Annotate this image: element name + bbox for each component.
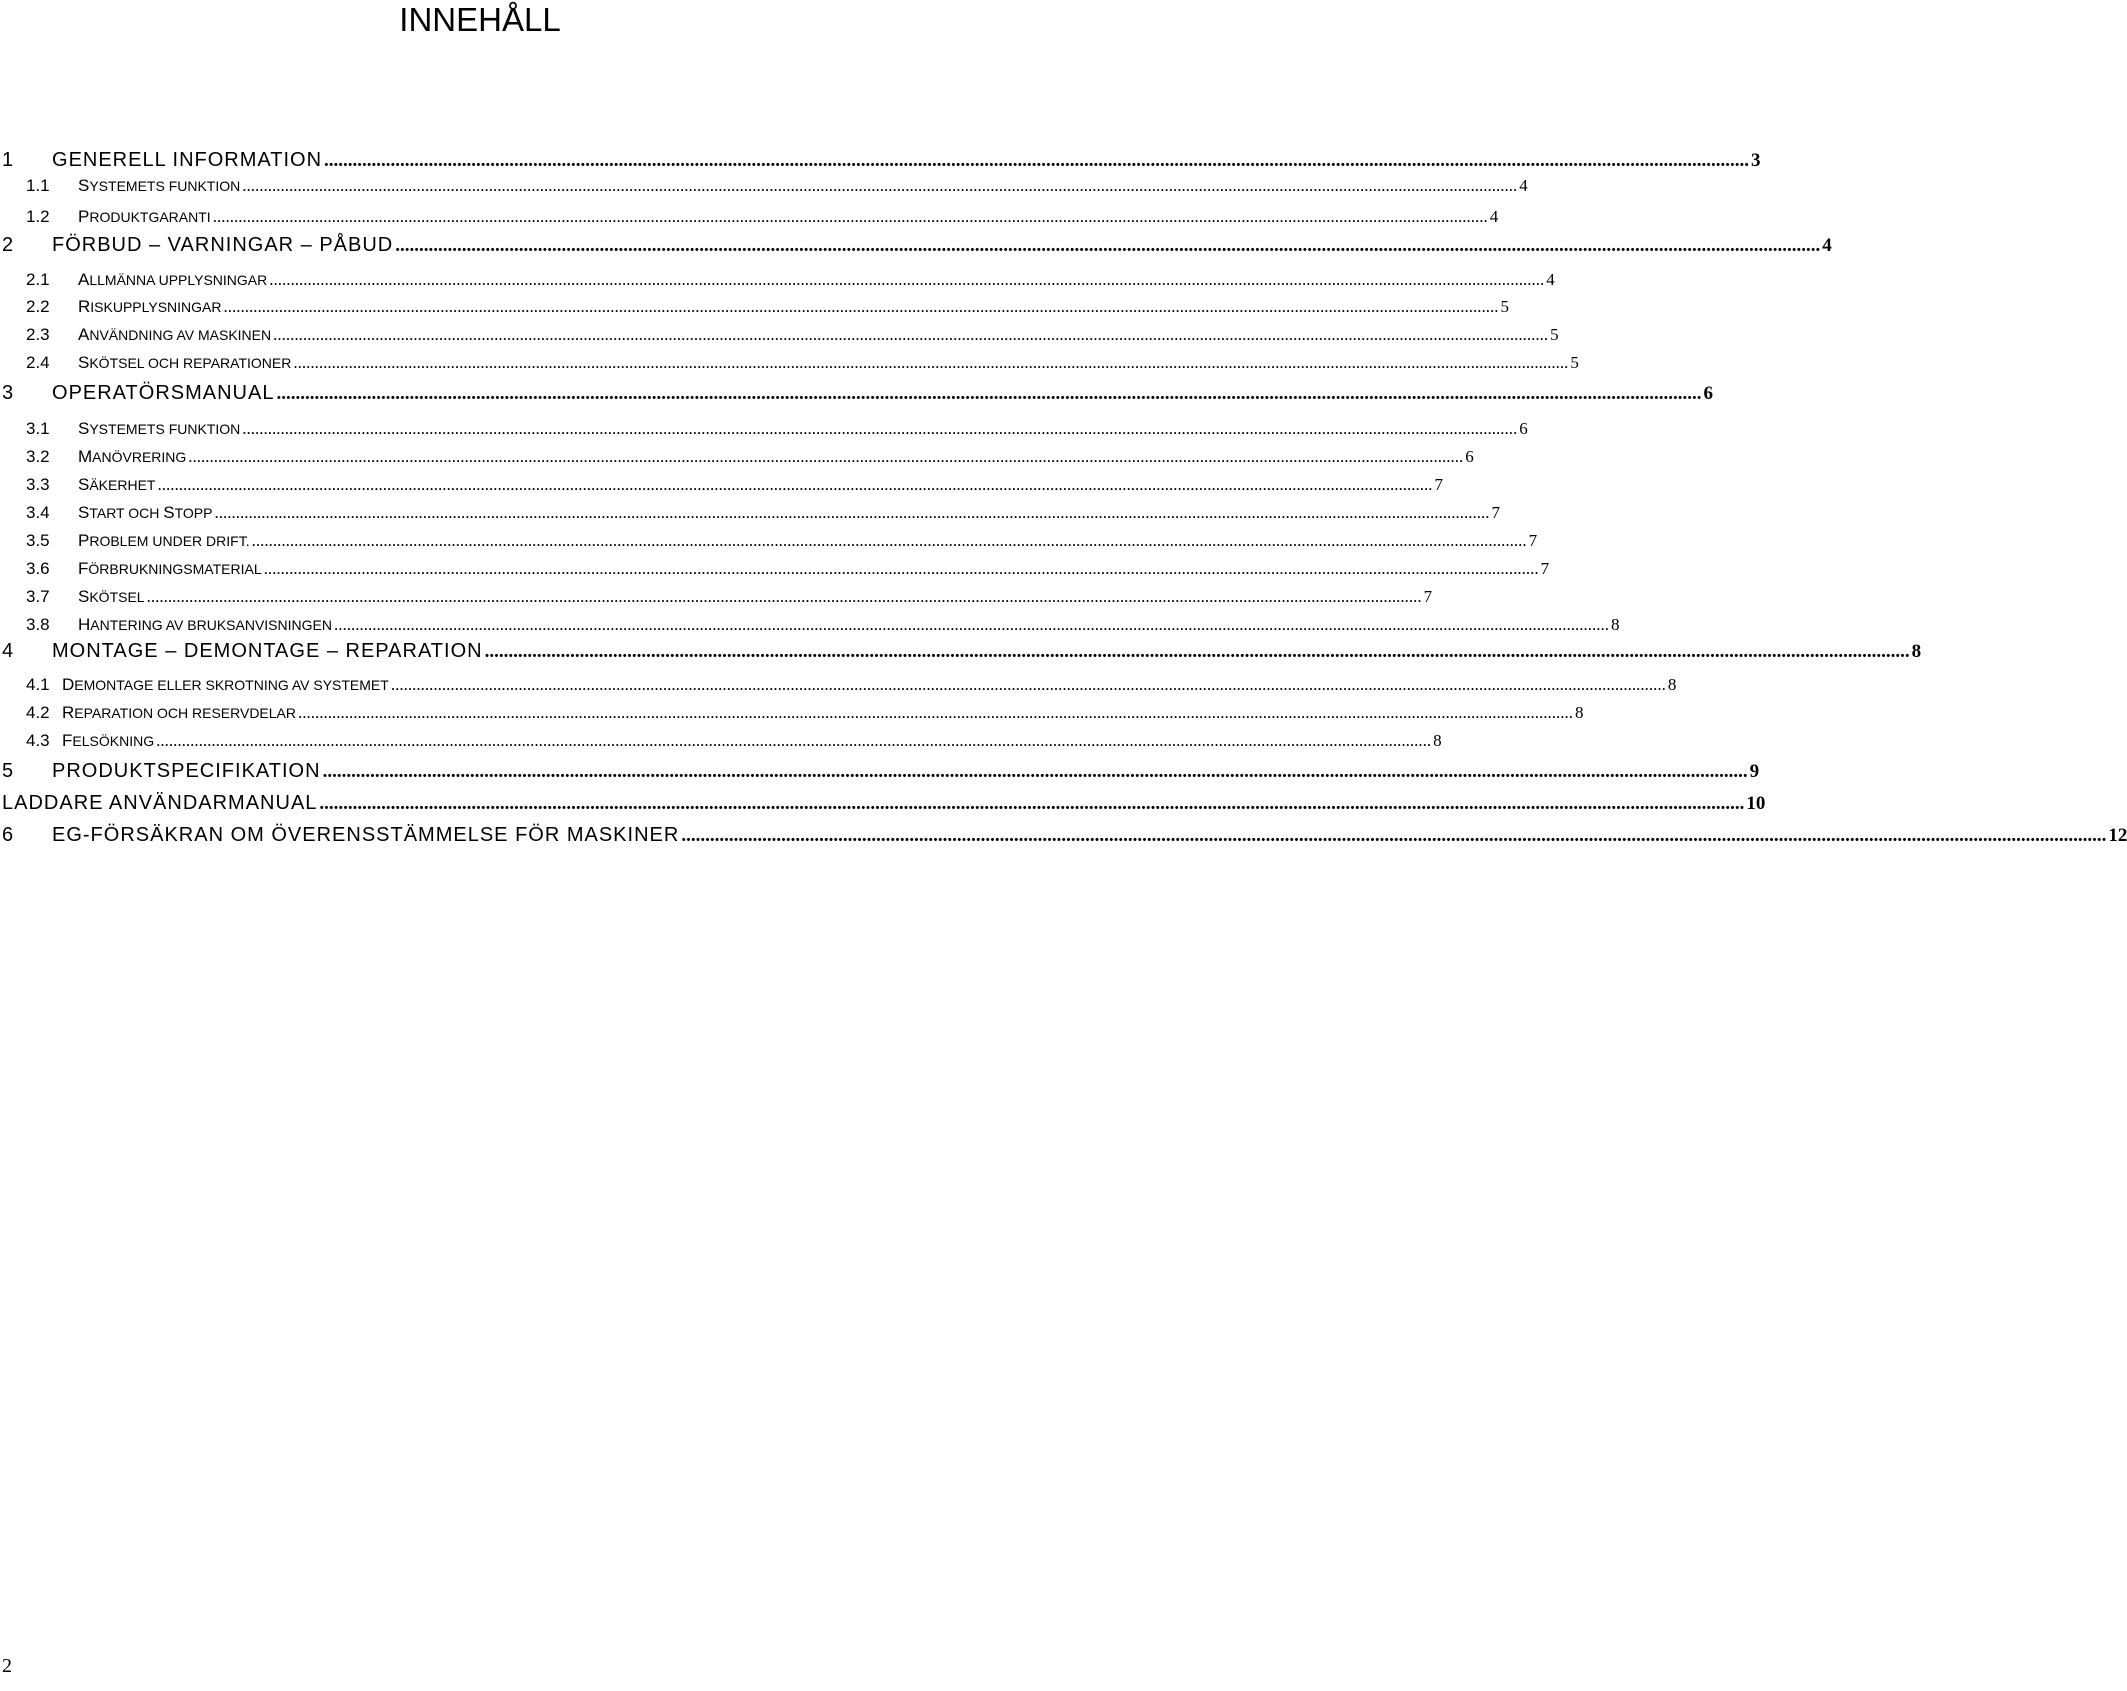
toc-entry-label: SKÖTSEL	[78, 587, 145, 606]
toc-entry-page: 4	[1822, 235, 1832, 256]
toc-dot-leader: ............................................................................................................................................................................................................................................................................................................	[269, 270, 1545, 289]
toc-dot-leader: ............................................................................................................................................................................................................................................................................................................	[319, 793, 1745, 814]
toc-entry-label: OPERATÖRSMANUAL	[52, 382, 275, 404]
toc-dot-leader: ............................................................................................................................................................................................................................................................................................................	[214, 503, 1490, 522]
toc-entry-label: PRODUKTGARANTI	[78, 207, 211, 226]
toc-entry-label: HANTERING AV BRUKSANVISNINGEN	[78, 615, 332, 634]
toc-dot-leader: ............................................................................................................................................................................................................................................................................................................	[324, 150, 1750, 171]
toc-dot-leader: ............................................................................................................................................................................................................................................................................................................	[251, 531, 1527, 550]
toc-entry[interactable]	[0, 412, 1528, 442]
toc-entry-number: 1	[2, 149, 15, 171]
toc-dot-leader: ............................................................................................................................................................................................................................................................................................................	[263, 559, 1539, 578]
toc-entry-label: DEMONTAGE ELLER SKROTNING AV SYSTEMET	[62, 675, 389, 694]
toc-entry-page: 8	[1575, 703, 1584, 722]
toc-entry-label: SÄKERHET	[78, 475, 156, 494]
toc-dot-leader: ............................................................................................................................................................................................................................................................................................................	[484, 641, 1910, 662]
toc-entry[interactable]	[0, 468, 1443, 498]
toc-entry-number: 3.5	[26, 531, 50, 550]
toc-entry-number: 2.3	[26, 325, 50, 344]
toc-entry-page: 12	[2108, 825, 2127, 846]
toc-dot-leader: ............................................................................................................................................................................................................................................................................................................	[293, 353, 1569, 372]
toc-entry-page: 6	[1703, 383, 1713, 404]
toc-entry-page: 7	[1528, 531, 1538, 550]
toc-entry[interactable]	[0, 696, 1584, 726]
toc-entry-page: 10	[1746, 793, 1766, 814]
toc-entry-number: 3	[2, 382, 15, 404]
toc-entry[interactable]	[0, 552, 1550, 582]
toc-entry-number: 4.2	[26, 703, 50, 722]
toc-dot-leader: ............................................................................................................................................................................................................................................................................................................	[395, 235, 1821, 256]
toc-entry[interactable]	[0, 756, 1760, 786]
toc-entry-label: GENERELL INFORMATION	[52, 149, 323, 171]
toc-dot-leader: ............................................................................................................................................................................................................................................................................................................	[276, 383, 1702, 404]
toc-entry-label: FÖRBUD – VARNINGAR – PÅBUD	[52, 234, 394, 256]
toc-dot-leader: ............................................................................................................................................................................................................................................................................................................	[188, 447, 1464, 466]
toc-entry[interactable]	[0, 169, 1528, 199]
toc-entry-page: 4	[1519, 176, 1528, 195]
toc-dot-leader: ............................................................................................................................................................................................................................................................................................................	[146, 587, 1422, 606]
toc-dot-leader: ............................................................................................................................................................................................................................................................................................................	[298, 703, 1573, 722]
toc-entry[interactable]	[0, 724, 1442, 754]
toc-entry-page: 8	[1610, 615, 1620, 634]
toc-entry-number: 1.1	[26, 176, 50, 195]
toc-entry[interactable]	[0, 230, 1832, 260]
toc-entry-label: EG-FÖRSÄKRAN OM ÖVERENSSTÄMMELSE FÖR MASKINER	[52, 824, 680, 846]
toc-entry-number: 5	[2, 760, 15, 782]
toc-dot-leader: ............................................................................................................................................................................................................................................................................................................	[212, 207, 1488, 226]
toc-entry-page: 4	[1489, 207, 1499, 226]
toc-entry-label: REPARATION OCH RESERVDELAR	[62, 703, 296, 722]
toc-entry-page: 7	[1491, 503, 1500, 522]
toc-entry-label: SYSTEMETS FUNKTION	[78, 419, 241, 438]
toc-entry-page: 9	[1749, 761, 1760, 782]
toc-entry-label: PRODUKTSPECIFIKATION	[52, 760, 321, 782]
footer-page-number: 2	[2, 1655, 12, 1677]
toc-entry[interactable]	[0, 318, 1559, 348]
toc-dot-leader: ............................................................................................................................................................................................................................................................................................................	[333, 615, 1609, 634]
toc-dot-leader: ............................................................................................................................................................................................................................................................................................................	[223, 297, 1499, 316]
toc-entry-page: 7	[1540, 559, 1550, 578]
toc-entry-label: LADDARE ANVÄNDARMANUAL	[2, 792, 318, 814]
toc-entry-label: MANÖVRERING	[78, 447, 187, 466]
toc-entry-page: 5	[1550, 325, 1559, 344]
toc-entry-number: 3.1	[26, 419, 50, 438]
toc-entry-number: 2.4	[26, 353, 50, 372]
toc-dot-leader: ............................................................................................................................................................................................................................................................................................................	[242, 176, 1518, 195]
toc-entry-label: MONTAGE – DEMONTAGE – REPARATION	[52, 640, 483, 662]
toc-entry-number: 2.1	[26, 270, 50, 289]
toc-entry-label: RISKUPPLYSNINGAR	[78, 297, 222, 316]
toc-entry-number: 3.6	[26, 559, 50, 578]
toc-entry-label: SYSTEMETS FUNKTION	[78, 176, 241, 195]
toc-entry-label: ALLMÄNNA UPPLYSNINGAR	[78, 270, 268, 289]
toc-entry[interactable]	[0, 608, 1620, 638]
toc-entry[interactable]	[0, 378, 1713, 408]
toc-entry-number: 4.1	[26, 675, 50, 694]
toc-entry-page: 8	[1911, 641, 1922, 662]
toc-entry[interactable]	[0, 200, 1499, 230]
toc-dot-leader: ............................................................................................................................................................................................................................................................................................................	[681, 825, 2107, 846]
toc-entry-page: 6	[1465, 447, 1474, 466]
toc-entry-label: SKÖTSEL OCH REPARATIONER	[78, 353, 292, 372]
toc-dot-leader: ............................................................................................................................................................................................................................................................................................................	[390, 675, 1666, 694]
toc-entry-label: PROBLEM UNDER DRIFT.	[78, 531, 250, 550]
toc-entry-page: 3	[1751, 150, 1761, 171]
toc-entry-number: 3.3	[26, 475, 50, 494]
toc-dot-leader: ............................................................................................................................................................................................................................................................................................................	[242, 419, 1518, 438]
toc-entry-page: 8	[1667, 675, 1677, 694]
toc-entry-label: ANVÄNDNING AV MASKINEN	[78, 325, 272, 344]
toc-dot-leader: ............................................................................................................................................................................................................................................................................................................	[156, 731, 1432, 750]
toc-entry-page: 4	[1546, 270, 1555, 289]
toc-entry[interactable]	[0, 496, 1500, 526]
toc-entry[interactable]	[0, 524, 1538, 554]
toc-entry-page: 7	[1423, 587, 1433, 606]
toc-entry[interactable]	[0, 440, 1474, 470]
toc-entry-page: 7	[1434, 475, 1443, 494]
toc-entry-label: FELSÖKNING	[62, 731, 155, 750]
toc-dot-leader: ............................................................................................................................................................................................................................................................................................................	[322, 761, 1748, 782]
toc-entry-number: 6	[2, 824, 15, 846]
page-title: INNEHÅLL	[399, 1, 561, 38]
toc-entry-label: FÖRBRUKNINGSMATERIAL	[78, 559, 262, 578]
toc-entry-number: 2.2	[26, 297, 50, 316]
toc-entry-page: 8	[1433, 731, 1442, 750]
toc-dot-leader: ............................................................................................................................................................................................................................................................................................................	[157, 475, 1433, 494]
toc-entry[interactable]	[0, 580, 1433, 610]
toc-entry[interactable]	[0, 263, 1555, 293]
toc-entry-number: 3.8	[26, 615, 50, 634]
toc-entry-number: 4.3	[26, 731, 50, 750]
toc-entry-page: 5	[1500, 297, 1510, 316]
toc-entry-number: 4	[2, 640, 15, 662]
toc-entry[interactable]	[0, 820, 2127, 850]
toc-entry-page: 6	[1519, 419, 1528, 438]
toc-entry-number: 1.2	[26, 207, 50, 226]
toc-entry-label: START OCH STOPP	[78, 503, 213, 522]
toc-entry-number: 3.7	[26, 587, 50, 606]
toc-entry[interactable]	[0, 788, 1766, 818]
toc-entry-page: 5	[1570, 353, 1579, 372]
toc-entry[interactable]	[0, 668, 1677, 698]
toc-entry[interactable]	[0, 636, 1922, 666]
toc-entry[interactable]	[0, 346, 1579, 376]
toc-entry-number: 2	[2, 234, 15, 256]
toc-entry-number: 3.2	[26, 447, 50, 466]
toc-entry[interactable]	[0, 290, 1510, 320]
toc-dot-leader: ............................................................................................................................................................................................................................................................................................................	[273, 325, 1549, 344]
toc-entry-number: 3.4	[26, 503, 50, 522]
